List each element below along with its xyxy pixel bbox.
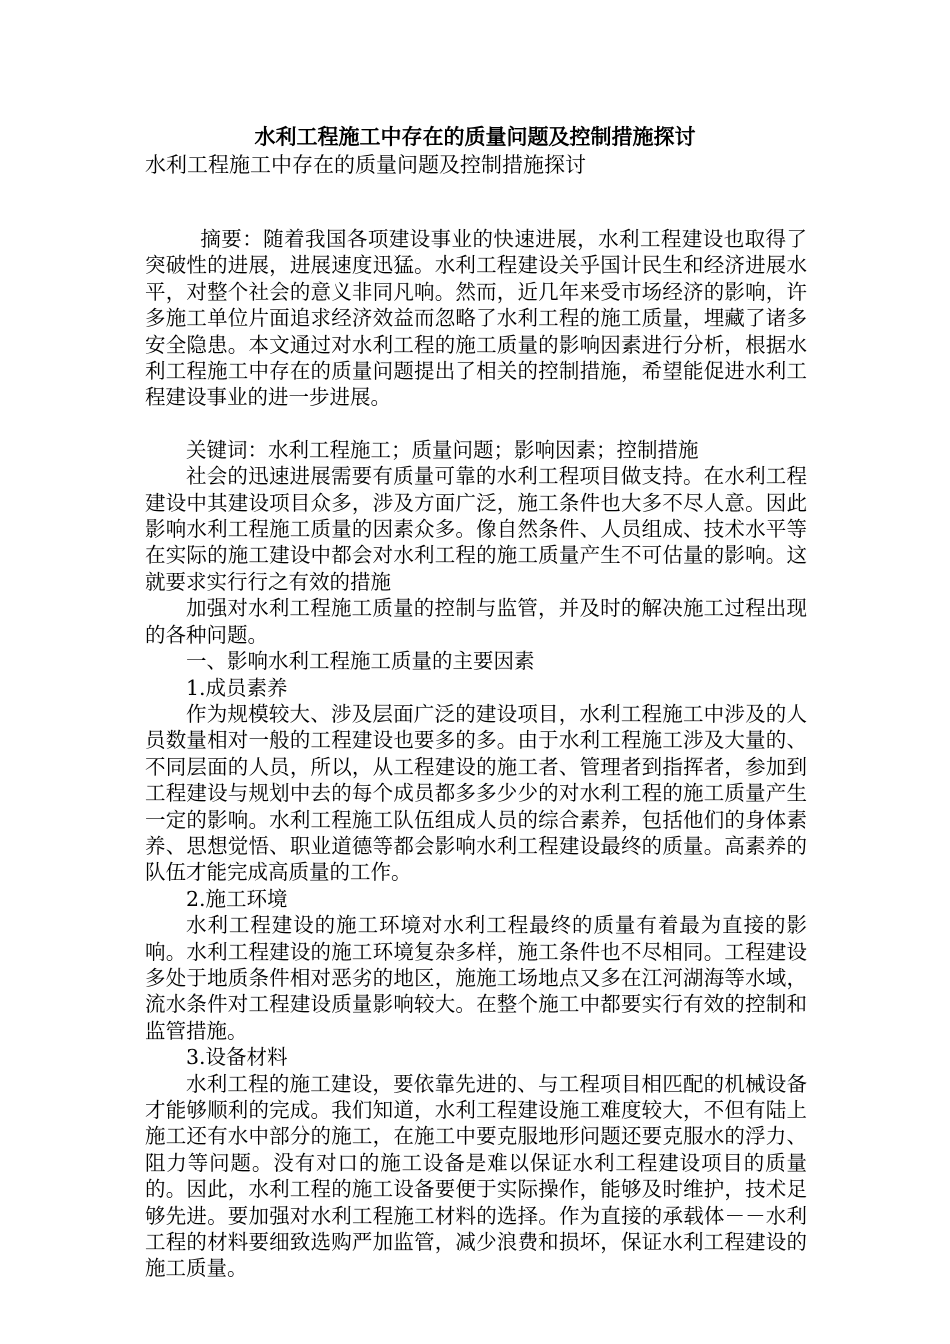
spacer [145,200,807,226]
body-paragraph: 作为规模较大、涉及层面广泛的建设项目，水利工程施工中涉及的人员数量相对一般的工程建设也要多的多。由于水利工程施工涉及大量的、不同层面的人员，所以，从工程建设的施工者、管理者到指挥者，参加到工程建设与规划中去的每个成员都多多少少的对水利工程的施工质量产生一定的影响。水利工程施工队伍组成人员的综合素养，包括他们的身体素养、思想觉悟、职业道德等都会影响水利工程建设最终的质量。高素养的队伍才能完成高质量的工作。 [145,701,807,885]
document-body [145,200,807,1282]
subsection-heading: 1.成员素养 [186,675,288,700]
body-paragraph: 水利工程的施工建设，要依靠先进的、与工程项目相匹配的机械设备才能够顺利的完成。我们知道，水利工程建设施工难度较大，不但有陆上施工还有水中部分的施工，在施工中要克服地形问题还要克服水的浮力、阻力等问题。没有对口的施工设备是难以保证水利工程建设项目的质量的。因此，水利工程的施工设备要便于实际操作，能够及时维护，技术足够先进。要加强对水利工程施工材料的选择。作为直接的承载体－－水利工程的材料要细致选购严加监管，减少浪费和损坏，保证水利工程建设的施工质量。 [145,1071,807,1281]
abstract-paragraph: 摘要：随着我国各项建设事业的快速进展，水利工程建设也取得了突破性的进展，进展速度迅猛。水利工程建设关乎国计民生和经济进展水平，对整个社会的意义非同凡响。然而，近几年来受市场经济的影响，许多施工单位片面追求经济效益而忽略了水利工程的施工质量，埋藏了诸多安全隐患。本文通过对水利工程的施工质量的影响因素进行分析，根据水利工程施工中存在的质量问题提出了相关的控制措施，希望能促进水利工程建设事业的进一步进展。 [145,227,807,410]
document-title: 水利工程施工中存在的质量问题及控制措施探讨 [254,124,696,149]
subsection-heading: 2.施工环境 [186,886,288,911]
intro-paragraph: 社会的迅速进展需要有质量可靠的水利工程项目做支持。在水利工程建设中其建设项目众多，涉及方面广泛，施工条件也大多不尽人意。因此影响水利工程施工质量的因素众多。像自然条件、人员组成、技术水平等在实际的施工建设中都会对水利工程的施工质量产生不可估量的影响。这就要求实行行之有效的措施 [145,464,807,594]
document-subtitle: 水利工程施工中存在的质量问题及控制措施探讨 [145,153,586,177]
section-heading: 一、影响水利工程施工质量的主要因素 [186,649,535,674]
keywords-line: 关键词：水利工程施工；质量问题；影响因素；控制措施 [186,437,699,462]
body-paragraph: 水利工程建设的施工环境对水利工程最终的质量有着最为直接的影响。水利工程建设的施工环境复杂多样，施工条件也不尽相同。工程建设多处于地质条件相对恶劣的地区，施施工场地点又多在江河湖海等水域，流水条件对工程建设质量影响较大。在整个施工中都要实行有效的控制和监管措施。 [145,913,807,1043]
intro-paragraph: 加强对水利工程施工质量的控制与监管，并及时的解决施工过程出现的各种问题。 [145,596,807,647]
spacer [145,411,807,437]
subsection-heading: 3.设备材料 [186,1045,288,1070]
